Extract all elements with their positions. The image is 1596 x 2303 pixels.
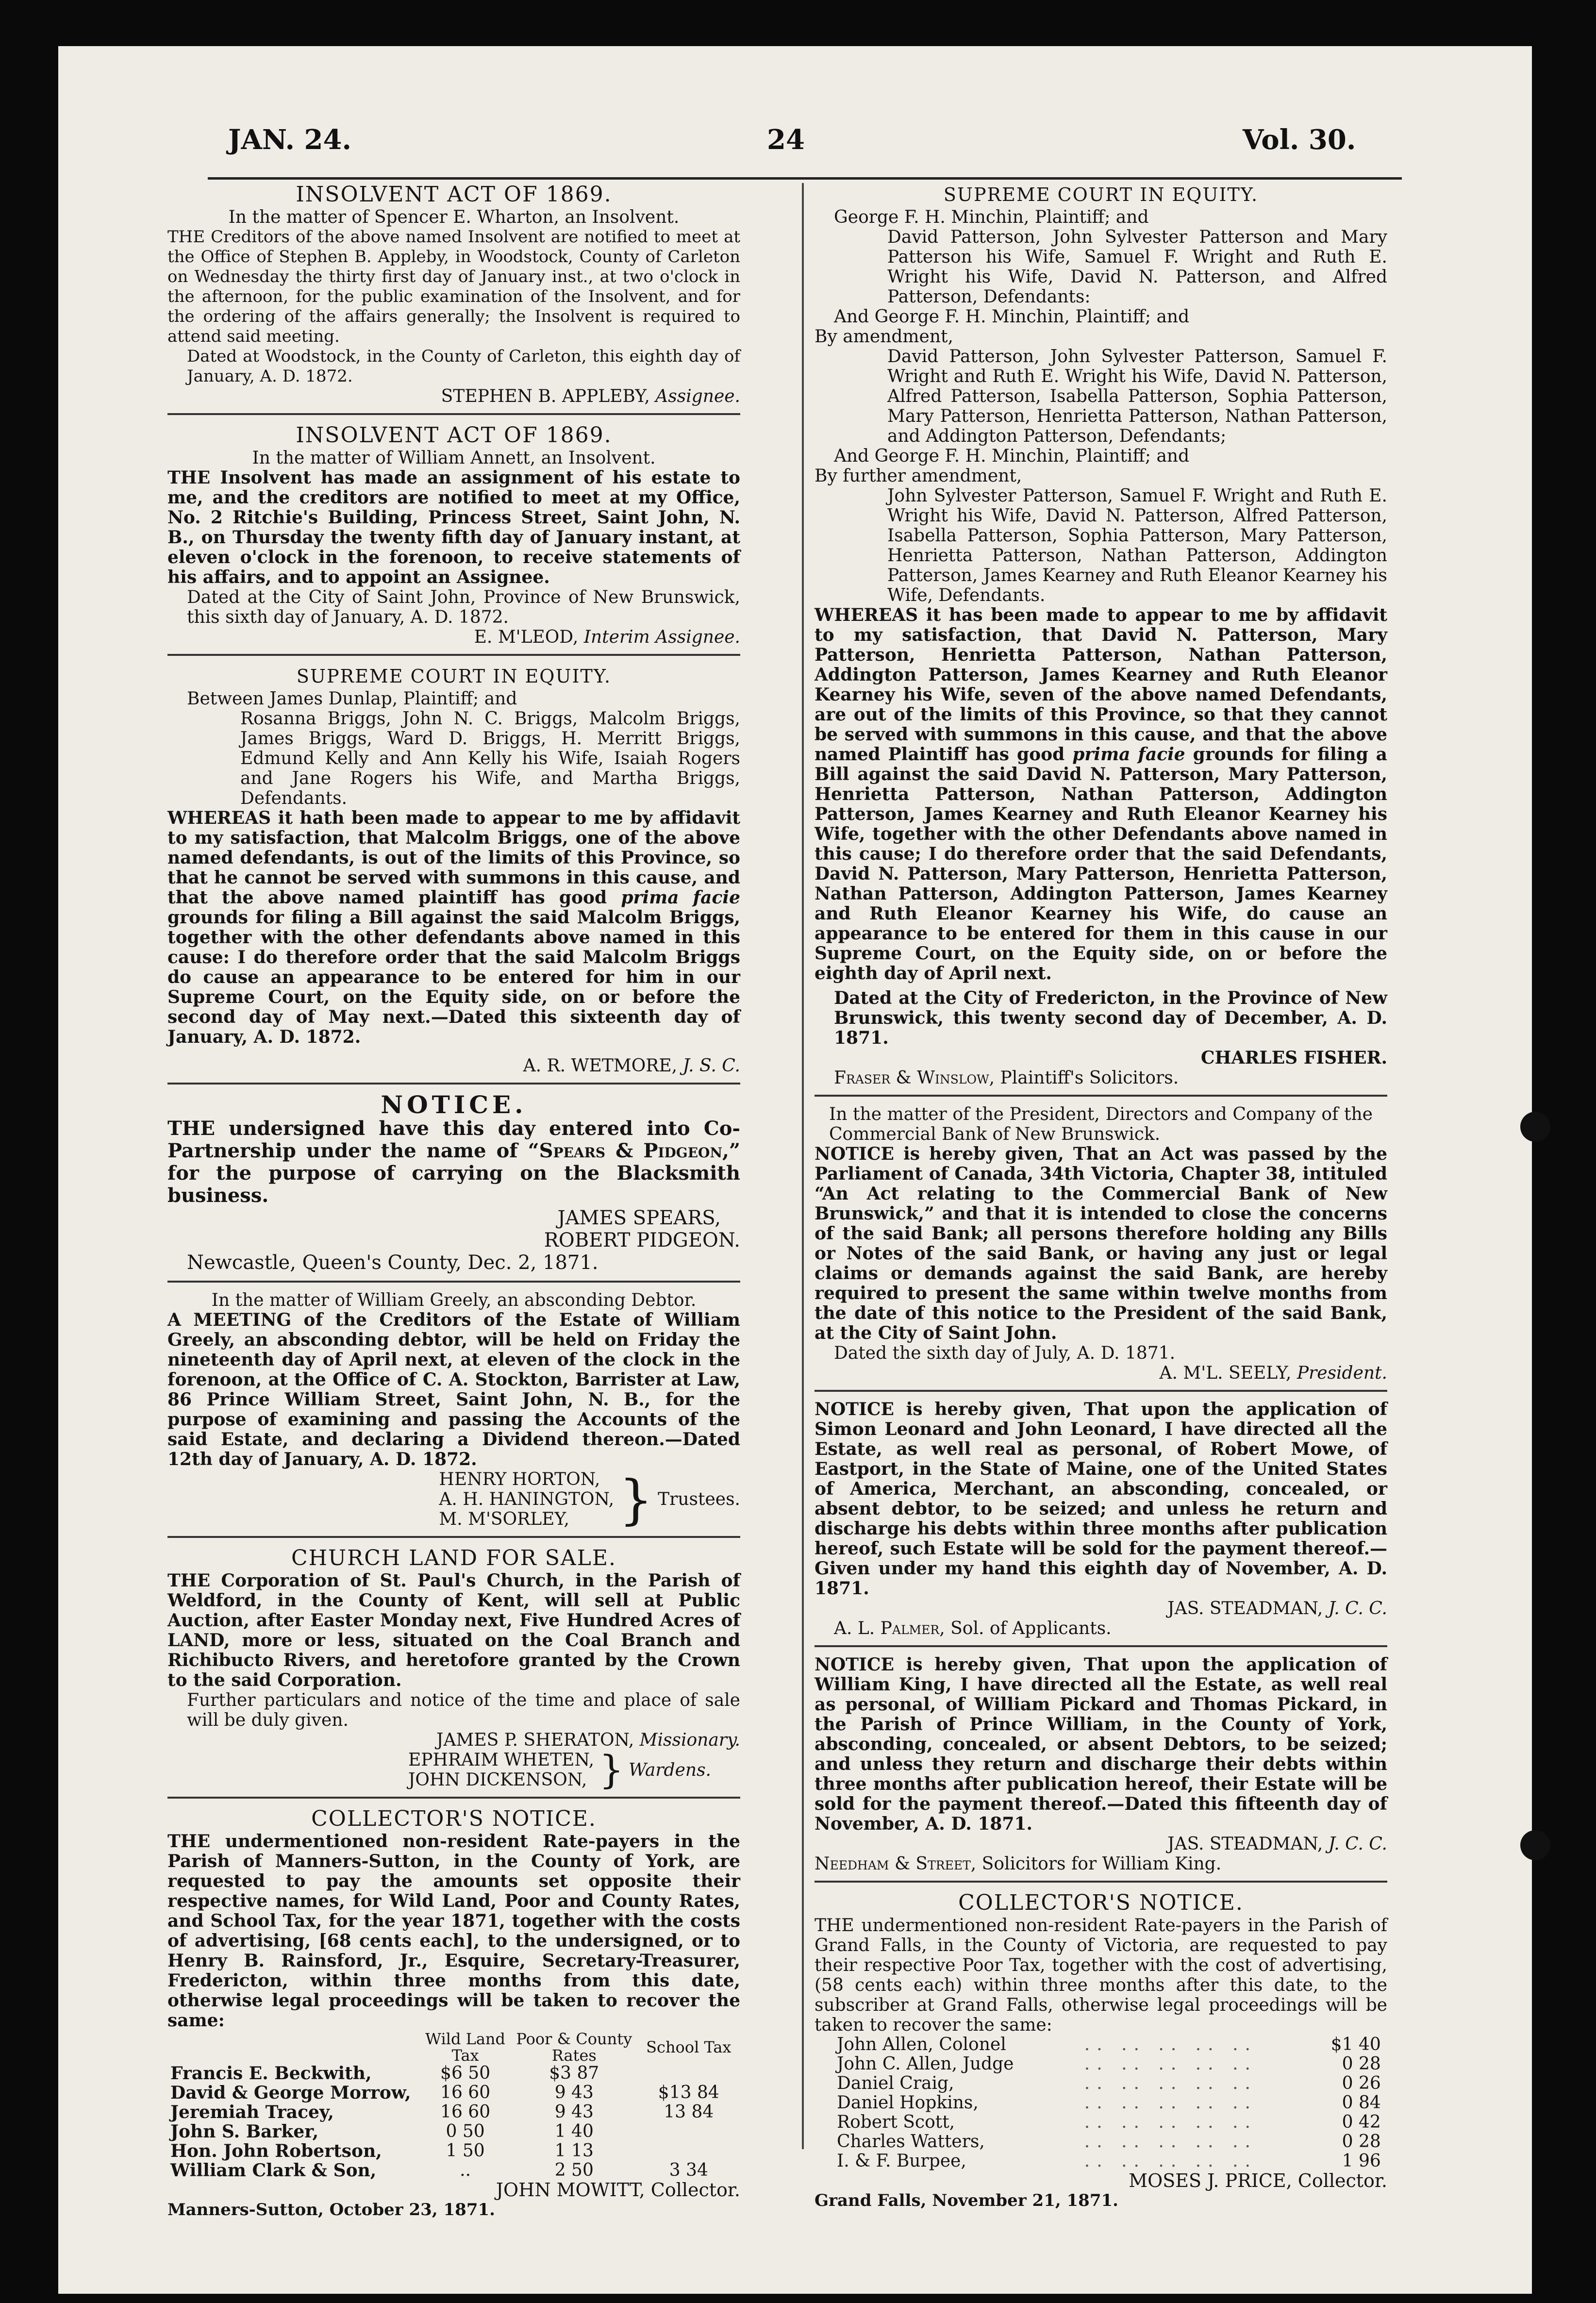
- tax-table-body: [167, 2064, 740, 2180]
- leader-dots: .. .. .. .. ..: [1084, 2035, 1257, 2054]
- trustee-names: [439, 1469, 614, 1529]
- solicitor-role: , Solicitors for William King.: [970, 1854, 1222, 1874]
- notice-body: THE Insolvent has made an assignment of his estate to me, and the creditors are notified to meet at my Office, No. 2 Ritchie's Building, Princess Street, Saint John, N. B., on Thursday the twenty fifth day of January instant, at eleven o'clock in the forenoon, to receive statements of his affairs, and to appoint an Assignee.: [167, 467, 740, 587]
- parties-line: David Patterson, John Sylvester Patterson and Mary Patterson his Wife, Samuel F. Wright and Ruth E. Wright his Wife, David N. Patterson, and Alfred Patterson, Defendants:: [887, 227, 1387, 307]
- solicitors-role: , Plaintiff's Solicitors.: [989, 1068, 1179, 1088]
- notice-title: INSOLVENT ACT OF 1869.: [296, 423, 612, 448]
- notice-body: NOTICE is hereby given, That upon the application of William King, I have directed all the Estate, as well real as personal, of William Pickard and Thomas Pickard, in the Parish of Prince William, in the County of York, absconding, concealed, or absent Debtors, to be seized; and unless they return and discharge their debts within three months after publication hereof, their Estate will be sold for the payment thereof.—Dated this fifteenth day of November, A. D. 1871.: [815, 1654, 1387, 1834]
- body-text-a: THE undersigned have this day entered into Co-Partnership under the name of “: [167, 1117, 740, 1162]
- cell-wild: 16 60: [440, 2083, 491, 2103]
- notice-body: A MEETING of the Creditors of the Estate of William Greely, an absconding debtor, will be held on Friday the nineteenth day of April next, at eleven of the clock in the forenoon, at the Office of C. A. Stockton, Barrister at Law, 86 Prince William Street, Saint John, N. B., for the purpose of examining and passing the Accounts of the said Estate, and declaring a Dividend thereon.—Dated 12th day of January, A. D. 1872.: [167, 1310, 740, 1469]
- notice-matter: In the matter of William Annett, an Insolvent.: [252, 448, 656, 468]
- cell-name: David & George Morrow,: [170, 2083, 411, 2103]
- table-row: [834, 2054, 1384, 2074]
- wardens-block: [167, 1747, 740, 1792]
- notice-signature: [815, 1599, 1387, 1619]
- table-row: [167, 2064, 740, 2083]
- cell-name: Hon. John Robertson,: [170, 2141, 382, 2161]
- parties-line: And George F. H. Minchin, Plaintiff; and: [834, 307, 1190, 327]
- tax-table: [167, 2031, 740, 2180]
- table-row: [167, 2103, 740, 2122]
- trustees-label: Trustees.: [658, 1489, 740, 1509]
- cell-amount: 0 42: [1342, 2112, 1381, 2132]
- cell-name: Jeremiah Tracey,: [170, 2102, 334, 2122]
- signatory-name: E. M'LEOD,: [474, 627, 579, 647]
- notice-body: [815, 605, 1387, 984]
- notice-body: THE undermentioned non-resident Rate-payers in the Parish of Grand Falls, in the County of Victoria, are requested to pay their respective Poor Tax, together with the cost of advertising, (58 cents each) within three months after this date, to the subscriber at Grand Falls, otherwise legal proceedings will be taken to recover the same:: [815, 1916, 1387, 2035]
- body-text-a: WHEREAS it has been made to appear to me by affidavit to my satisfaction, that David N. Patterson, Mary Patterson, Henrietta Patterson, Nathan Patterson, Addington Patterson, James Kearney and Ruth Eleanor Kearney his Wife, seven of the above named Defendants, are out of the limits of this Province, so that they cannot be served with summons in this cause, and that the above named Plaintiff has good: [815, 605, 1387, 765]
- leader-dots: .. .. .. .. ..: [1084, 2093, 1257, 2113]
- table-row: [834, 2074, 1384, 2093]
- cell-name: Robert Scott,: [837, 2112, 955, 2132]
- cell-poor: 9 43: [554, 2102, 594, 2122]
- notice-place: Grand Falls, November 21, 1871.: [815, 2191, 1118, 2210]
- parties-defendants: Rosanna Briggs, John N. C. Briggs, Malcolm Briggs, James Briggs, Ward D. Briggs, H. Merritt Briggs, Edmund Kelly and Ann Kelly his Wife, Isaiah Rogers and Jane Rogers his Wife, and Martha Briggs, Defendants.: [240, 709, 740, 808]
- solicitors-firm: Fraser & Winslow: [834, 1068, 989, 1088]
- signatory-role: Assignee.: [655, 386, 740, 406]
- cell-name: John C. Allen, Judge: [837, 2054, 1014, 2074]
- section-rule: [167, 654, 740, 656]
- partnership-notice: [167, 1092, 740, 1274]
- notice-dated: Dated the sixth day of July, A. D. 1871.: [834, 1343, 1176, 1363]
- notice-title: NOTICE.: [381, 1090, 527, 1119]
- left-column: [167, 182, 740, 2225]
- collector-signature: JOHN MOWITT, Collector.: [496, 2179, 740, 2201]
- notice-place: Newcastle, Queen's County, Dec. 2, 1871.: [187, 1252, 598, 1274]
- brace-icon: }: [619, 1468, 653, 1531]
- cell-name: John Allen, Colonel: [837, 2035, 1006, 2054]
- notice-title: COLLECTOR'S NOTICE.: [958, 1890, 1244, 1915]
- page-number: 24: [767, 124, 805, 156]
- table-row: [834, 2093, 1384, 2113]
- notice-dated: Dated at the City of Fredericton, in the Province of New Brunswick, this twenty second day of December, A. D. 1871.: [834, 988, 1387, 1048]
- section-rule: [167, 413, 740, 415]
- trustee-hanington: A. H. HANINGTON,: [439, 1489, 615, 1509]
- right-column: [815, 182, 1387, 2216]
- cell-amount: 0 28: [1342, 2054, 1381, 2074]
- section-rule: [815, 1390, 1387, 1392]
- section-rule: [815, 1095, 1387, 1097]
- cell-amount: $1 40: [1330, 2035, 1381, 2054]
- equity-notice-briggs: [167, 664, 740, 1076]
- commercial-bank-notice: [815, 1104, 1387, 1383]
- notice-dated: Dated at the City of Saint John, Province of New Brunswick, this sixth day of January, A. D. 1872.: [187, 587, 740, 627]
- table-row: [167, 2161, 740, 2180]
- poor-tax-table: [834, 2035, 1384, 2171]
- col-poor-county: Poor & County Rates: [516, 2030, 632, 2065]
- insolvent-notice-annett: [167, 423, 740, 647]
- signatory-name: A. R. WETMORE,: [523, 1056, 678, 1076]
- notice-body: THE Creditors of the above named Insolvent are notified to meet at the Office of Stephen B. Appleby, in Woodstock, County of Carleton on Wednesday the thirty first day of January inst., at two o'clock in the afternoon, for the public examination of the Insolvent, and for the ordering of the affairs generally; the Insolvent is required to attend said meeting.: [167, 227, 740, 346]
- notice-signature: [815, 1834, 1387, 1854]
- cell-poor: 9 43: [554, 2083, 594, 2103]
- solicitor-name: Needham & Street: [815, 1854, 971, 1874]
- section-rule: [167, 1281, 740, 1283]
- solicitor-name: A. L. Palmer: [834, 1619, 940, 1638]
- solicitors-line: [815, 1619, 1387, 1638]
- notice-signature: [167, 386, 740, 406]
- signatory-name: A. M'L. SEELY,: [1159, 1363, 1292, 1383]
- brace-icon: }: [599, 1747, 624, 1792]
- warden-wheten: EPHRAIM WHETEN,: [408, 1750, 595, 1770]
- cell-wild: ..: [460, 2160, 471, 2180]
- signatory-role: Missionary.: [639, 1730, 740, 1750]
- notice-signature: [167, 1056, 740, 1076]
- notice-body: NOTICE is hereby given, That upon the application of Simon Leonard and John Leonard, I have directed all the Estate, as well real as personal, of Robert Mowe, of Eastport, in the State of Maine, one of the United States of America, Merchant, an absconding, concealed, or absent debtor, to be seized; and unless he return and discharge his debts within three months after publication hereof, such Estate will be sold for the payment thereof.—Given under my hand this eighth day of November, A. D. 1871.: [815, 1399, 1387, 1599]
- cell-name: I. & F. Burpee,: [837, 2151, 966, 2171]
- notice-signature: [167, 1730, 740, 1750]
- notice-body: NOTICE is hereby given, That an Act was passed by the Parliament of Canada, 34th Victoria, Chapter 38, intituled “An Act relating to the Commercial Bank of New Brunswick,” and that it is intended to close the concerns of the said Bank; all persons therefore holding any Bills or Notes of the said Bank, or having any just or legal claims or demands against the said Bank, are hereby required to present the same within twelve months from the date of this notice to the President of the said Bank, at the City of Saint John.: [815, 1144, 1387, 1343]
- body-italic: prima facie: [1072, 744, 1185, 765]
- solicitors-line: [815, 1068, 1387, 1088]
- notice-matter: In the matter of the President, Directors and Company of the Commercial Bank of New Brunswick.: [829, 1104, 1373, 1144]
- cell-wild: 1 50: [446, 2141, 485, 2161]
- notice-body: THE Corporation of St. Paul's Church, in the Parish of Weldford, in the County of Kent, will sell at Public Auction, after Easter Monday next, Five Hundred Acres of LAND, more or less, situated on the Coal Branch and Richibucto Rivers, and heretofore granted by the Crown to the said Corporation.: [167, 1570, 740, 1690]
- cell-name: Daniel Craig,: [837, 2073, 954, 2093]
- notice-place: Manners-Sutton, October 23, 1871.: [167, 2200, 495, 2220]
- pickard-notice: [815, 1655, 1387, 1874]
- signatory-name: JAS. STEADMAN,: [1167, 1834, 1323, 1854]
- cell-wild: 16 60: [440, 2102, 491, 2122]
- section-rule: [167, 1797, 740, 1799]
- section-rule: [815, 1881, 1387, 1883]
- signatory-role: J. C. C.: [1328, 1834, 1387, 1854]
- parties-line: By further amendment,: [815, 466, 1022, 486]
- notice-body: THE undermentioned non-resident Rate-payers in the Parish of Manners-Sutton, in the County of York, are requested to pay the amounts set opposite their respective names, for Wild Land, Poor and County Rates, and School Tax, for the year 1871, together with the costs of advertising, [68 cents each], to the undersigned, or to Henry B. Rainsford, Jr., Esquire, Secretary-Treasurer, Fredericton, within three months from this date, otherwise legal proceedings will be taken to recover the same:: [167, 1831, 740, 2031]
- tax-table-header: [167, 2031, 740, 2064]
- binding-hole: [1520, 1112, 1550, 1142]
- mowe-notice: [815, 1400, 1387, 1638]
- leader-dots: .. .. .. .. ..: [1084, 2054, 1257, 2074]
- table-row: [834, 2132, 1384, 2152]
- notice-dated: Dated at Woodstock, in the County of Carleton, this eighth day of January, A. D. 1872.: [187, 347, 740, 386]
- trustees-block: [167, 1469, 740, 1529]
- cell-name: Charles Watters,: [837, 2132, 985, 2152]
- table-row: [167, 2122, 740, 2141]
- cell-poor: $3 87: [549, 2063, 599, 2083]
- trustee-msorley: M. M'SORLEY,: [439, 1509, 569, 1529]
- table-row: [834, 2035, 1384, 2054]
- warden-names: [408, 1750, 594, 1790]
- solicitor-role: , Sol. of Applicants.: [939, 1619, 1112, 1638]
- table-row: [167, 2141, 740, 2161]
- table-row: [834, 2113, 1384, 2132]
- collector-notice-manners-sutton: [167, 1806, 740, 2220]
- leader-dots: .. .. .. .. ..: [1084, 2112, 1257, 2132]
- notice-signature: [167, 627, 740, 647]
- cell-amount: 0 26: [1342, 2073, 1381, 2093]
- cell-wild: $6 50: [440, 2063, 491, 2083]
- notice-matter: In the matter of Spencer E. Wharton, an Insolvent.: [228, 207, 680, 227]
- table-row: [167, 2083, 740, 2103]
- cell-school: [637, 2064, 740, 2083]
- cell-poor: 1 40: [554, 2121, 594, 2141]
- notice-further: Further particulars and notice of the time and place of sale will be duly given.: [187, 1690, 740, 1730]
- parties-plaintiff: Between James Dunlap, Plaintiff; and: [187, 689, 517, 709]
- cell-name: John S. Barker,: [170, 2121, 319, 2142]
- cell-amount: 1 96: [1342, 2151, 1381, 2171]
- signatory-role: J. C. C.: [1328, 1599, 1387, 1619]
- col-wild-land: Wild Land Tax: [425, 2030, 506, 2065]
- signatory-name: STEPHEN B. APPLEBY,: [441, 386, 650, 406]
- parties-line: George F. H. Minchin, Plaintiff; and: [834, 207, 1149, 227]
- cell-school: [637, 2122, 740, 2141]
- notice-title: CHURCH LAND FOR SALE.: [291, 1546, 616, 1570]
- signatory-role: Interim Assignee.: [583, 627, 740, 647]
- greely-notice: [167, 1290, 740, 1529]
- parties-line: By amendment,: [815, 327, 953, 347]
- cell-school: 13 84: [664, 2102, 714, 2122]
- notice-title: SUPREME COURT IN EQUITY.: [296, 666, 612, 687]
- signatory-name: JAS. STEADMAN,: [1167, 1599, 1323, 1619]
- notice-body: [167, 808, 740, 1047]
- cell-amount: 0 84: [1342, 2093, 1381, 2113]
- parties-line: John Sylvester Patterson, Samuel F. Wright and Ruth E. Wright his Wife, David N. Patterson, Alfred Patterson, Isabella Patterson, Sophia Patterson, Mary Patterson, Henrietta Patterson, Nathan Patterson, Addington Patterson, James Kearney and Ruth Eleanor Kearney his Wife, Defendants.: [887, 486, 1387, 605]
- cell-poor: 1 13: [554, 2141, 594, 2161]
- header-rule: [208, 177, 1402, 180]
- cell-school: $13 84: [658, 2083, 719, 2103]
- col-school: School Tax: [646, 2038, 732, 2056]
- signatory-name: JAMES P. SHERATON,: [436, 1730, 634, 1750]
- collector-signature: MOSES J. PRICE, Collector.: [1129, 2170, 1387, 2191]
- cell-name: Francis E. Beckwith,: [170, 2063, 372, 2084]
- cell-wild: 0 50: [446, 2121, 485, 2141]
- leader-dots: .. .. .. .. ..: [1084, 2073, 1257, 2093]
- poor-tax-table-body: [834, 2035, 1384, 2171]
- signatory-role: President.: [1297, 1363, 1387, 1383]
- cell-school: 3 34: [669, 2160, 708, 2180]
- cell-name: William Clark & Son,: [170, 2160, 377, 2181]
- body-text-b: grounds for filing a Bill against the said Malcolm Briggs, together with the other defendants above named in this cause: I do therefore order that the said Malcolm Briggs do cause an appearance to be entered for him in our Supreme Court, on the Equity side, on or before the second day of May next.—Dated this sixteenth day of January, A. D. 1872.: [167, 907, 740, 1047]
- table-row: [834, 2152, 1384, 2171]
- notice-body: [167, 1118, 740, 1207]
- column-divider: [802, 183, 804, 2149]
- cell-poor: 2 50: [554, 2160, 594, 2180]
- newspaper-page: [58, 46, 1532, 2294]
- leader-dots: .. .. .. .. ..: [1084, 2132, 1257, 2152]
- binding-hole: [1520, 1830, 1550, 1860]
- parties-line: David Patterson, John Sylvester Patterson, Samuel F. Wright and Ruth E. Wright his Wife, David N. Patterson, Alfred Patterson, Isabella Patterson, Sophia Patterson, Mary Patterson, Henrietta Patterson, Nathan Patterson, and Addington Patterson, Defendants;: [887, 347, 1387, 446]
- church-land-notice: [167, 1546, 740, 1790]
- notice-matter: In the matter of William Greely, an absconding Debtor.: [211, 1290, 697, 1310]
- volume-number: Vol. 30.: [1243, 124, 1356, 156]
- insolvent-notice-wharton: [167, 182, 740, 406]
- section-rule: [815, 1645, 1387, 1647]
- notice-title: INSOLVENT ACT OF 1869.: [296, 182, 612, 207]
- leader-dots: .. .. .. .. ..: [1084, 2151, 1257, 2171]
- body-text-b: grounds for filing a Bill against the said David N. Patterson, Mary Patterson, Henrietta Patterson, Nathan Patterson, Addington Patterson, James Kearney and Ruth Eleanor Kearney his Wife, together with the other Defendants above named in this cause; I do therefore order that the said Defendants, David N. Patterson, Mary Patterson, Henrietta Patterson, Nathan Patterson, Addington Patterson, James Kearney and Ruth Eleanor Kearney his Wife, do cause an appearance to be entered for them in this cause in our Supreme Court, on the Equity side, on or before the eighth day of April next.: [815, 744, 1387, 984]
- warden-dickenson: JOHN DICKENSON,: [408, 1770, 587, 1790]
- solicitors-line: [815, 1854, 1387, 1874]
- notice-title: COLLECTOR'S NOTICE.: [311, 1806, 597, 1831]
- partner-pidgeon: ROBERT PIDGEON.: [544, 1229, 740, 1252]
- cell-school: [637, 2141, 740, 2161]
- firm-name: Spears & Pidgeon: [539, 1139, 723, 1162]
- issue-date: JAN. 24.: [228, 124, 351, 156]
- body-italic: prima facie: [621, 887, 740, 908]
- partner-spears: JAMES SPEARS,: [557, 1207, 721, 1229]
- wardens-label: Wardens.: [629, 1760, 711, 1780]
- notice-signature: [815, 1363, 1387, 1383]
- section-rule: [167, 1083, 740, 1085]
- trustee-horton: HENRY HORTON,: [439, 1469, 600, 1489]
- notice-title: SUPREME COURT IN EQUITY.: [943, 184, 1259, 205]
- equity-notice-patterson: [815, 182, 1387, 1088]
- cell-name: Daniel Hopkins,: [837, 2093, 979, 2113]
- section-rule: [167, 1536, 740, 1538]
- parties-line: And George F. H. Minchin, Plaintiff; and: [834, 446, 1190, 466]
- body-text-b: ,” for the purpose of carrying on the Blacksmith business.: [167, 1139, 740, 1207]
- body-text-a: WHEREAS it hath been made to appear to me by affidavit to my satisfaction, that Malcolm Briggs, one of the above named defendants, is out of the limits of this Province, so that he cannot be served with summons in this cause, and that the above named plaintiff has good: [167, 808, 740, 908]
- collector-notice-grand-falls: [815, 1890, 1387, 2211]
- signatory-role: J. S. C.: [682, 1056, 740, 1076]
- cell-amount: 0 28: [1342, 2132, 1381, 2152]
- notice-signature: CHARLES FISHER.: [1200, 1048, 1387, 1068]
